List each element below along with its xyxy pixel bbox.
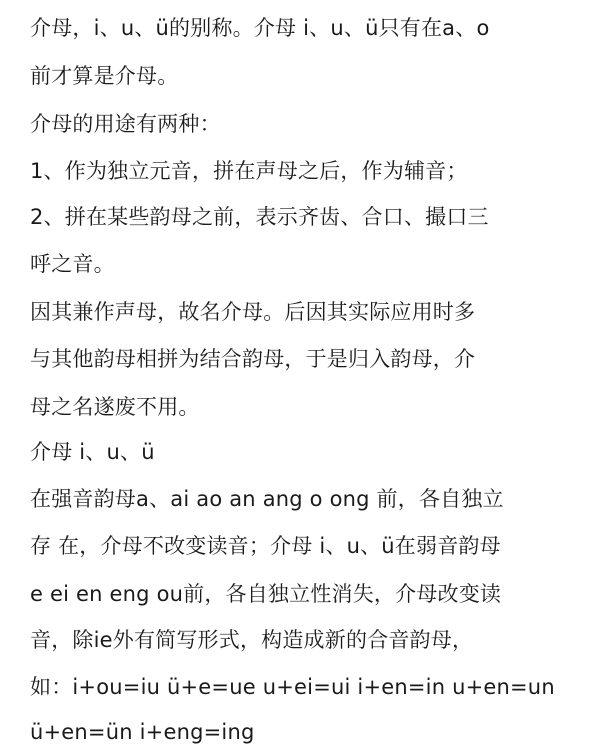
text-line-11: 在强音韵母a、ai ao an ang o ong 前，各自独立 [30, 487, 504, 511]
text-line-13: e ei en eng ou前，各自独立性消失，介母改变读 [30, 582, 502, 606]
text-line-15: 如：i+ou=iu ü+e=ue u+ei=ui i+en=in u+en=un [30, 675, 555, 699]
text-line-2: 前才算是介母。 [30, 64, 179, 88]
text-line-10: 介母 i、u、ü [30, 440, 155, 464]
text-line-3: 介母的用途有两种： [30, 112, 221, 136]
text-line-8: 与其他韵母相拼为结合韵母，于是归入韵母，介 [30, 347, 476, 371]
text-line-1: 介母，i、u、ü的别称。介母 i、u、ü只有在a、o [30, 16, 490, 40]
text-line-12: 存 在，介母不改变读音；介母 i、u、ü在弱音韵母 [30, 534, 501, 558]
text-line-16: ü+en=ün i+eng=ing [30, 720, 255, 744]
text-line-5: 2、拼在某些韵母之前，表示齐齿、合口、撮口三 [30, 205, 489, 229]
text-line-14: 音，除ie外有简写形式，构造成新的合音韵母， [30, 628, 474, 652]
text-line-9: 母之名遂废不用。 [30, 395, 200, 419]
text-line-7: 因其兼作声母，故名介母。后因其实际应用时多 [30, 300, 476, 324]
text-line-4: 1、作为独立元音，拼在声母之后，作为辅音； [30, 159, 468, 183]
text-line-6: 呼之音。 [30, 252, 115, 276]
